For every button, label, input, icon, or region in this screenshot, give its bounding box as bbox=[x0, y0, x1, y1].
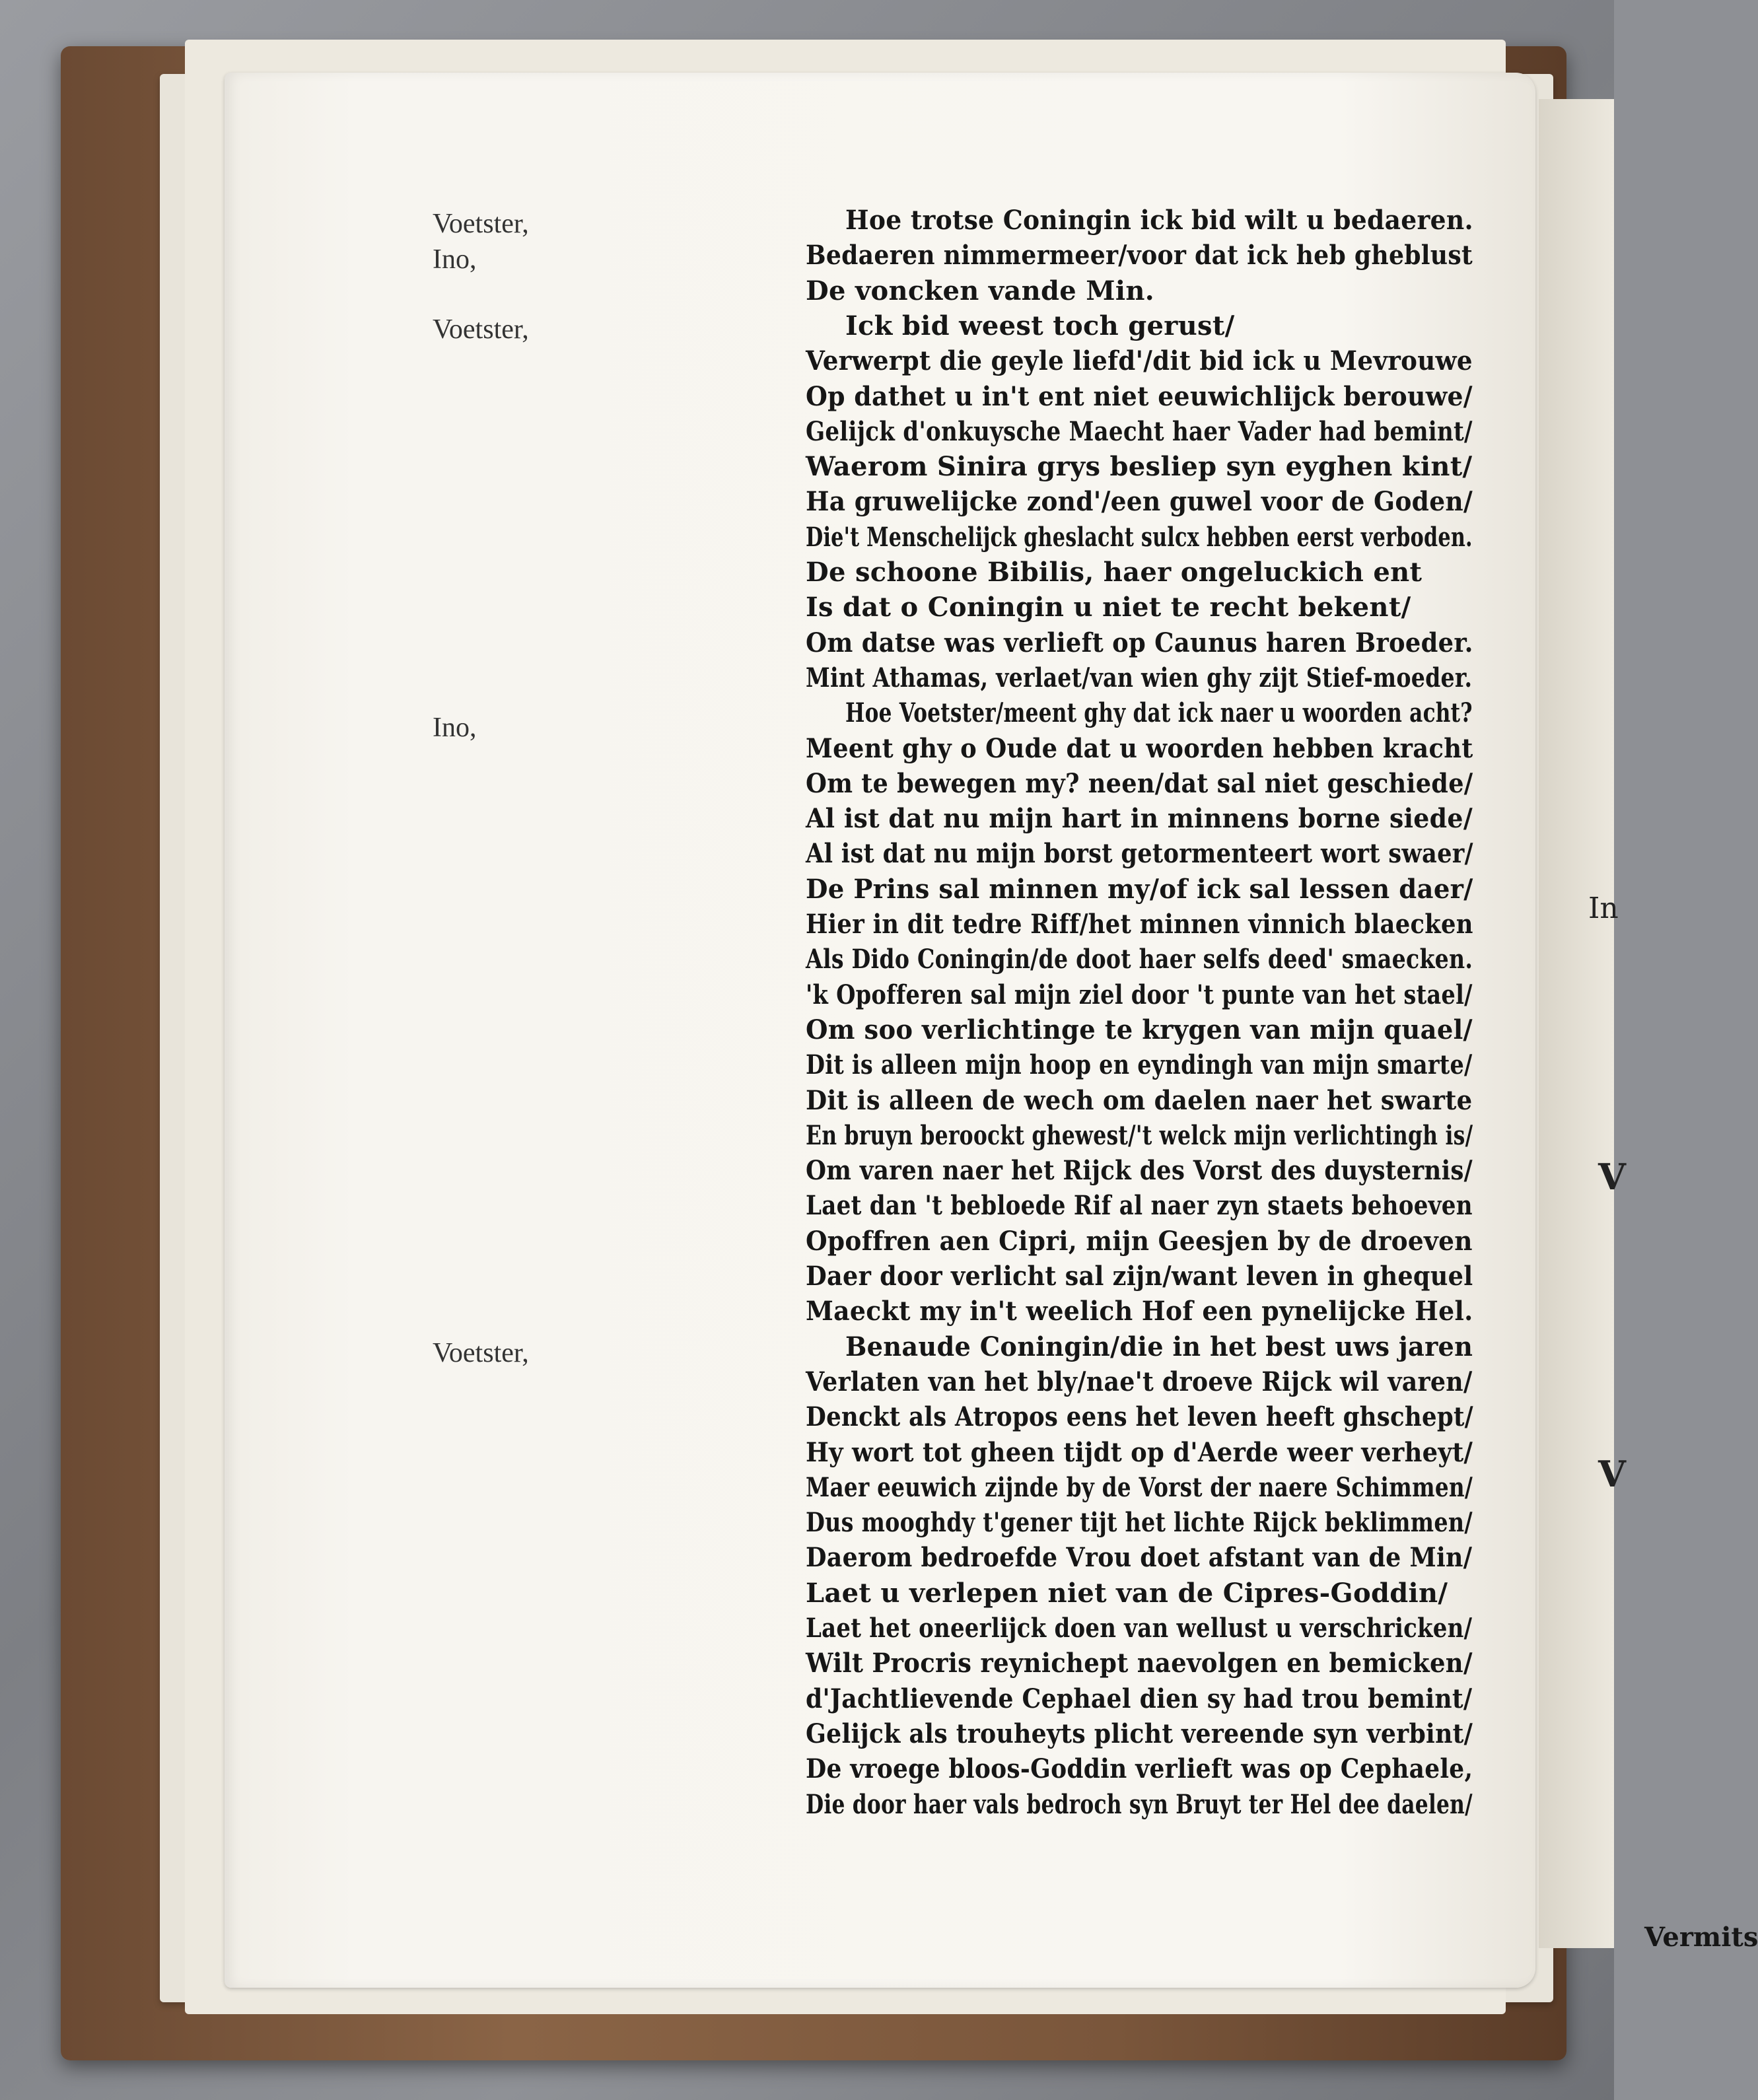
verse-line: Daerom bedroefde Vrou doet afstant van de Min/ bbox=[806, 1542, 1473, 1574]
verse-line: Bedaeren nimmermeer/voor dat ick heb gheblust bbox=[806, 240, 1473, 271]
verse-line: De Prins sal minnen my/of ick sal lessen daer/ bbox=[806, 873, 1473, 905]
catchword: Vermits bbox=[1644, 1922, 1758, 1953]
verse-line: d'Jachtlievende Cephael dien sy had trou bemint/ bbox=[806, 1683, 1473, 1714]
verse-line: Ick bid weest toch gerust/ bbox=[845, 310, 1235, 341]
verse-line: Verlaten van het bly/nae't droeve Rijck wil varen/ bbox=[806, 1366, 1473, 1397]
verse-line: Denckt als Atropos eens het leven heeft ghschept/ bbox=[806, 1401, 1473, 1433]
verse-line: Laet het oneerlijck doen van wellust u verschricken/ bbox=[806, 1613, 1473, 1644]
verse-line: Hier in dit tedre Riff/het minnen vinnich blaecken bbox=[806, 909, 1473, 940]
verse-line: Om datse was verlieft op Caunus haren Broeder. bbox=[806, 627, 1473, 658]
verse-line: Hy wort tot gheen tijdt op d'Aerde weer verheyt/ bbox=[806, 1436, 1473, 1468]
verse-line: Om te bewegen my? neen/dat sal niet geschiede/ bbox=[806, 767, 1473, 799]
verse-line: Daer door verlicht sal zijn/want leven in ghequel bbox=[806, 1261, 1473, 1292]
verse-line: Om varen naer het Rijck des Vorst des duysternis/ bbox=[806, 1155, 1473, 1187]
verse-line: Opoffren aen Cipri, mijn Geesjen by de droeven bbox=[806, 1225, 1473, 1257]
verse-line: Meent ghy o Oude dat u woorden hebben kracht bbox=[806, 732, 1473, 764]
verse-line: En bruyn beroockt ghewest/'t welck mijn verlichtingh is/ bbox=[806, 1119, 1473, 1151]
verse-line: Wilt Procris reynichept naevolgen en bemicken/ bbox=[806, 1648, 1473, 1679]
verse-line: Is dat o Coningin u niet te recht bekent/ bbox=[806, 592, 1411, 623]
speaker-label-2: Ino, bbox=[433, 244, 477, 275]
verse-line: Om soo verlichtinge te krygen van mijn quael/ bbox=[806, 1014, 1473, 1045]
verse-line: Op dathet u in't ent niet eeuwichlijck berouwe/ bbox=[806, 380, 1473, 412]
verse-line: 'k Opofferen sal mijn ziel door 't punte van het stael/ bbox=[806, 979, 1473, 1010]
verse-line: Dit is alleen mijn hoop en eyndingh van mijn smarte/ bbox=[806, 1049, 1473, 1081]
speaker-label-4: Ino, bbox=[433, 713, 477, 743]
facing-page-edge bbox=[1539, 99, 1614, 1948]
verse-line: Mint Athamas, verlaet/van wien ghy zijt Stief-moeder. bbox=[806, 662, 1473, 693]
verse-line: Laet dan 't bebloede Rif al naer zyn staets behoeven bbox=[806, 1190, 1473, 1222]
verse-line: Maeckt my in't weelich Hof een pynelijcke Hel. bbox=[806, 1296, 1473, 1327]
facing-fragment-1: In bbox=[1588, 892, 1619, 925]
facing-fragment-3: V bbox=[1598, 1453, 1626, 1495]
verse-line: Die't Menschelijck gheslacht sulcx hebben eerst verboden. bbox=[806, 521, 1473, 553]
verse-line: Benaude Coningin/die in het best uws jaren bbox=[845, 1331, 1473, 1362]
verse-line: Hoe trotse Coningin ick bid wilt u bedaeren. bbox=[845, 205, 1473, 236]
verse-line: De vroege bloos-Goddin verlieft was op Cephaele, bbox=[806, 1753, 1473, 1785]
speaker-label-5: Voetster, bbox=[433, 1338, 529, 1368]
verse-line: Laet u verlepen niet van de Cipres-Goddin/ bbox=[806, 1577, 1448, 1609]
verse-line: De schoone Bibilis, haer ongeluckich ent bbox=[806, 557, 1423, 588]
facing-fragment-2: V bbox=[1598, 1156, 1626, 1198]
verse-line: Verwerpt die geyle liefd'/dit bid ick u Mevrouwe bbox=[806, 345, 1473, 377]
verse-line: Die door haer vals bedroch syn Bruyt ter Hel dee daelen/ bbox=[806, 1788, 1473, 1820]
verse-line: De voncken vande Min. bbox=[806, 275, 1154, 306]
verse-line: Dus mooghdy t'gener tijt het lichte Rijck beklimmen/ bbox=[806, 1507, 1473, 1539]
speaker-label-3: Voetster, bbox=[433, 314, 529, 345]
verse-line: Dit is alleen de wech om daelen naer het swarte bbox=[806, 1084, 1473, 1116]
verse-line: Gelijck d'onkuysche Maecht haer Vader had bemint/ bbox=[806, 415, 1473, 447]
verse-line: Maer eeuwich zijnde by de Vorst der naere Schimmen/ bbox=[806, 1471, 1473, 1503]
verse-line: Als Dido Coningin/de doot haer selfs deed' smaecken. bbox=[806, 944, 1473, 975]
verse-line: Al ist dat nu mijn borst getormenteert wort swaer/ bbox=[806, 838, 1473, 870]
speaker-label-1: Voetster, bbox=[433, 209, 529, 239]
book-page bbox=[225, 73, 1758, 1988]
verse-line: Ha gruwelijcke zond'/een guwel voor de Goden/ bbox=[806, 486, 1473, 518]
verse-line: Waerom Sinira grys besliep syn eyghen kint/ bbox=[806, 451, 1473, 483]
verse-line: Gelijck als trouheyts plicht vereende syn verbint/ bbox=[806, 1718, 1473, 1749]
verse-line: Hoe Voetster/meent ghy dat ick naer u woorden acht? bbox=[845, 697, 1473, 729]
verse-line: Al ist dat nu mijn hart in minnens borne siede/ bbox=[806, 803, 1473, 835]
